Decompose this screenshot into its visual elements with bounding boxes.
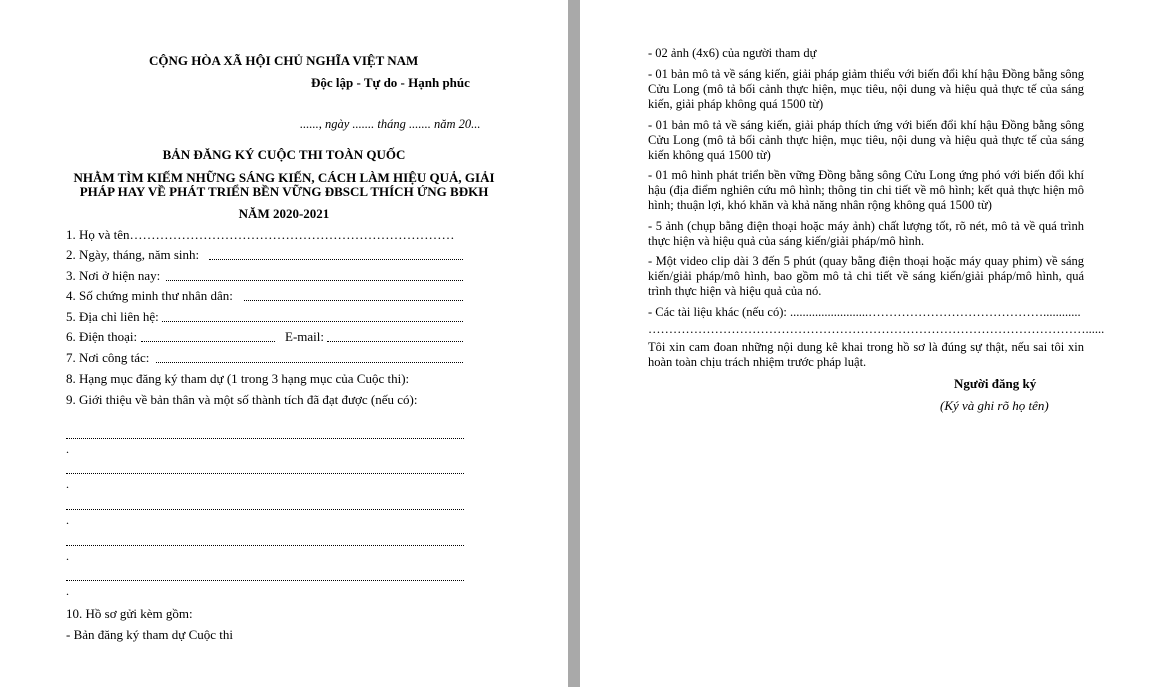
intro-dot-5: . bbox=[66, 584, 69, 598]
attachment-five-photos: - 5 ảnh (chụp bằng điện thoại hoặc máy ảnh) chất lượng tốt, rõ nét, mô tả về quá trình thực hiện và hiệu quả của sáng kiến/giải pháp/mô hình. bbox=[648, 219, 1084, 248]
field-birth-date-label: 2. Ngày, tháng, năm sinh: bbox=[66, 247, 200, 262]
field-email-line[interactable] bbox=[327, 341, 463, 342]
field-address-line[interactable] bbox=[162, 321, 463, 322]
intro-dot-1: . bbox=[66, 442, 69, 456]
field-phone-label: 6. Điện thoại: bbox=[66, 329, 138, 344]
attachment-photos: - 02 ảnh (4x6) của người tham dự bbox=[648, 46, 817, 60]
intro-line-2[interactable] bbox=[66, 473, 464, 474]
field-workplace-line[interactable] bbox=[156, 362, 463, 363]
field-residence-label: 3. Nơi ở hiện nay: bbox=[66, 268, 161, 283]
date-line: ......, ngày ....... tháng ....... năm 20... bbox=[300, 117, 481, 131]
page-gap bbox=[568, 0, 580, 687]
field-full-name: 1. Họ và tên………………………………………………………………… bbox=[66, 227, 455, 242]
right-page bbox=[580, 0, 1150, 687]
intro-line-5[interactable] bbox=[66, 580, 464, 581]
attachment-other-continued: ……………………………………………………………………………………………...... bbox=[648, 322, 1105, 336]
signer-title: Người đăng ký bbox=[954, 376, 1037, 391]
attachment-model: - 01 mô hình phát triển bền vững Đồng bằng sông Cửu Long ứng phó với biến đổi khí hậu (địa điểm nghiên cứu mô hình; thông tin chi tiết về mô hình; kết quả thực hiện mô hình; thuận lợi, khó khăn và khả năng nhân rộng không quá 1500 từ) bbox=[648, 168, 1084, 212]
field-introduction: 9. Giới thiệu về bản thân và một số thành tích đã đạt được (nếu có): bbox=[66, 392, 418, 407]
declaration: Tôi xin cam đoan những nội dung kê khai trong hồ sơ là đúng sự thật, nếu sai tôi xin hoàn toàn chịu trách nhiệm trước pháp luật. bbox=[648, 340, 1084, 369]
attachment-other: - Các tài liệu khác (nếu có): .........................……………………………………............ bbox=[648, 305, 1081, 319]
intro-line-1[interactable] bbox=[66, 438, 464, 439]
form-subtitle-1: NHẰM TÌM KIẾM NHỮNG SÁNG KIẾN, CÁCH LÀM HIỆU QUẢ, GIẢI bbox=[73, 170, 495, 185]
field-id-number-label: 4. Số chứng minh thư nhân dân: bbox=[66, 288, 233, 303]
form-title: BẢN ĐĂNG KÝ CUỘC THI TOÀN QUỐC bbox=[162, 147, 406, 162]
intro-line-4[interactable] bbox=[66, 545, 464, 546]
field-phone-line[interactable] bbox=[141, 341, 275, 342]
motto: Độc lập - Tự do - Hạnh phúc bbox=[311, 75, 470, 90]
form-subtitle-2: PHÁP HAY VỀ PHÁT TRIỂN BỀN VỮNG ĐBSCL THÍCH ỨNG BĐKH bbox=[79, 184, 489, 199]
national-header: CỘNG HÒA XÃ HỘI CHỦ NGHĨA VIỆT NAM bbox=[149, 53, 419, 68]
intro-dot-2: . bbox=[66, 477, 69, 491]
left-page bbox=[0, 0, 568, 687]
attachment-video: - Một video clip dài 3 đến 5 phút (quay bằng điện thoại hoặc máy quay phim) về sáng kiến/giải pháp/mô hình, bao gồm mô tả chi tiết về sáng kiến/giải pháp/mô hình, quá trình thực hiện và hiệu quả của nó. bbox=[648, 254, 1084, 298]
field-category: 8. Hạng mục đăng ký tham dự (1 trong 3 hạng mục của Cuộc thi): bbox=[66, 371, 410, 386]
intro-dot-3: . bbox=[66, 513, 69, 527]
attachment-adaptation: - 01 bản mô tả về sáng kiến, giải pháp thích ứng với biến đổi khí hậu Đồng bằng sông Cửu Long (mô tả bối cảnh thực hiện, mục tiêu, nội dung và hiệu quả thực tế của sáng kiến không quá 1500 từ) bbox=[648, 118, 1084, 162]
field-workplace-label: 7. Nơi công tác: bbox=[66, 350, 150, 365]
field-attachments: 10. Hồ sơ gửi kèm gồm: bbox=[66, 606, 193, 621]
attachment-registration: - Bản đăng ký tham dự Cuộc thi bbox=[66, 627, 233, 642]
field-birth-date-line[interactable] bbox=[209, 259, 463, 260]
field-address-label: 5. Địa chỉ liên hệ: bbox=[66, 309, 159, 324]
field-residence-line[interactable] bbox=[166, 280, 463, 281]
signature-note: (Ký và ghi rõ họ tên) bbox=[940, 398, 1049, 413]
attachment-mitigation: - 01 bản mô tả về sáng kiến, giải pháp giảm thiểu với biến đổi khí hậu Đồng bằng sông Cửu Long (mô tả bối cảnh thực hiện, mục tiêu, nội dung và hiệu quả thực tế của sáng kiến, giải pháp không quá 1500 từ) bbox=[648, 67, 1084, 111]
intro-line-3[interactable] bbox=[66, 509, 464, 510]
intro-dot-4: . bbox=[66, 549, 69, 563]
field-email-label: E-mail: bbox=[285, 329, 324, 344]
form-year: NĂM 2020-2021 bbox=[238, 206, 330, 221]
field-id-number-line[interactable] bbox=[244, 300, 463, 301]
